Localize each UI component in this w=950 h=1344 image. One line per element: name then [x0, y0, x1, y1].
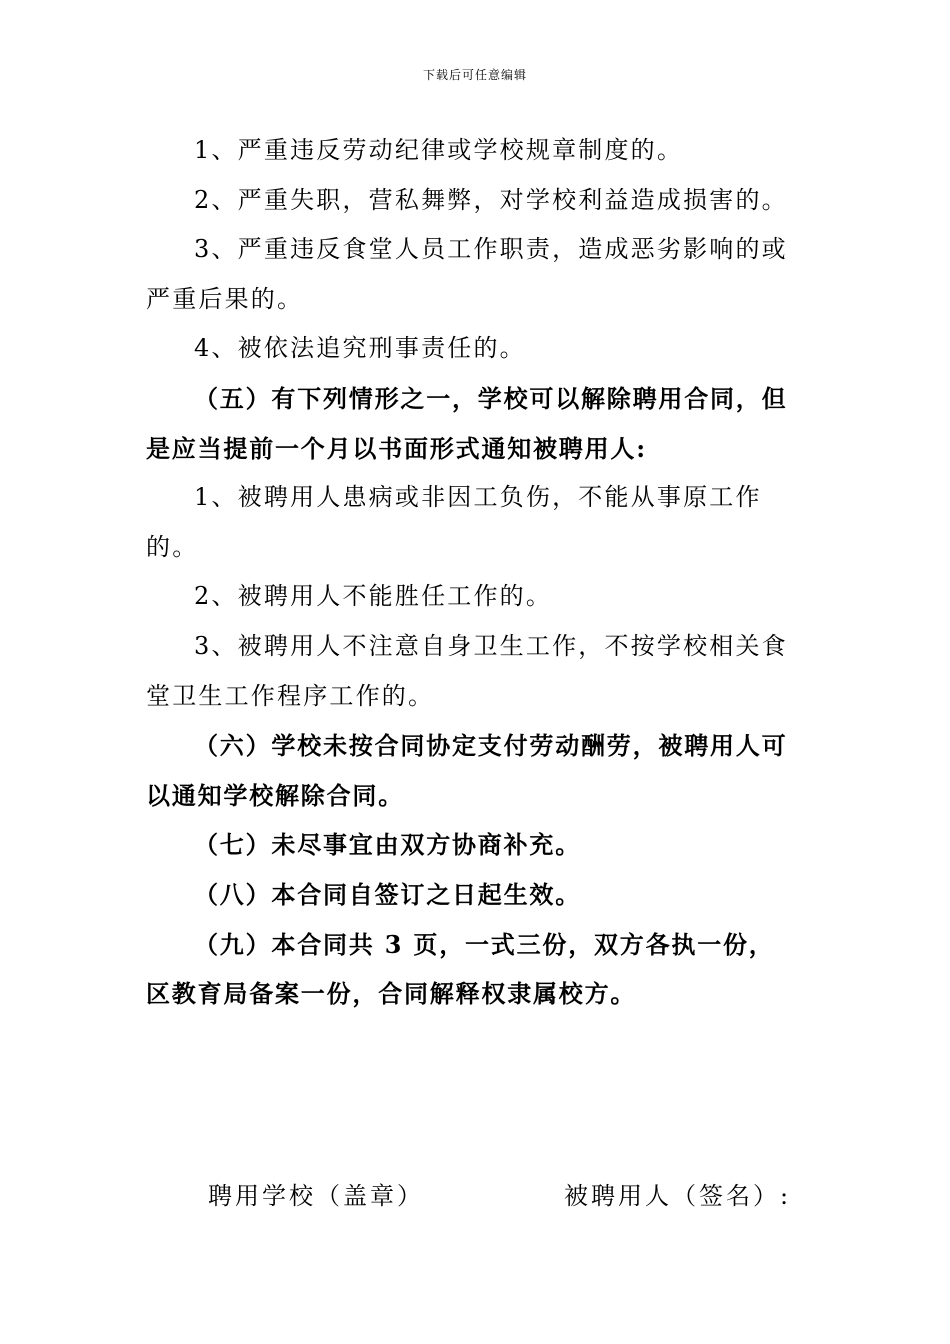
clause-item-2: 2、严重失职，营私舞弊，对学校利益造成损害的。 [194, 185, 788, 214]
signature-employee: 被聘用人（签名）: [564, 1182, 792, 1210]
clause-item-3: 3、严重违反食堂人员工作职责，造成恶劣影响的或严重后果的。 [146, 235, 788, 313]
contract-body [146, 126, 796, 1019]
page-header: 下载后可任意编辑 [422, 68, 527, 82]
clause-item-1: 1、严重违反劳动纪律或学校规章制度的。 [194, 136, 684, 164]
clause-section-6: （六）学校未按合同协定支付劳动酬劳，被聘用人可以通知学校解除合同。 [146, 731, 788, 810]
clause-item-4: 4、被依法追究刑事责任的。 [194, 334, 526, 363]
clause-item-5-1: 1、被聘用人患病或非因工负伤，不能从事原工作的。 [146, 483, 762, 561]
clause-section-7: （七）未尽事宜由双方协商补充。 [194, 830, 581, 860]
clause-section-5: （五）有下列情形之一，学校可以解除聘用合同，但是应当提前一个月以书面形式通知被聘用人: [146, 383, 788, 463]
clause-item-5-3: 3、被聘用人不注意自身卫生工作，不按学校相关食堂卫生工作程序工作的。 [146, 631, 788, 710]
clause-section-9: （九）本合同共 3 页，一式三份，双方各执一份，区教育局备案一份，合同解释权隶属校方。 [146, 929, 775, 1009]
clause-section-8: （八）本合同自签订之日起生效。 [194, 879, 581, 909]
clause-item-5-2: 2、被聘用人不能胜任工作的。 [194, 582, 553, 611]
signature-school: 聘用学校（盖章） [208, 1182, 424, 1210]
